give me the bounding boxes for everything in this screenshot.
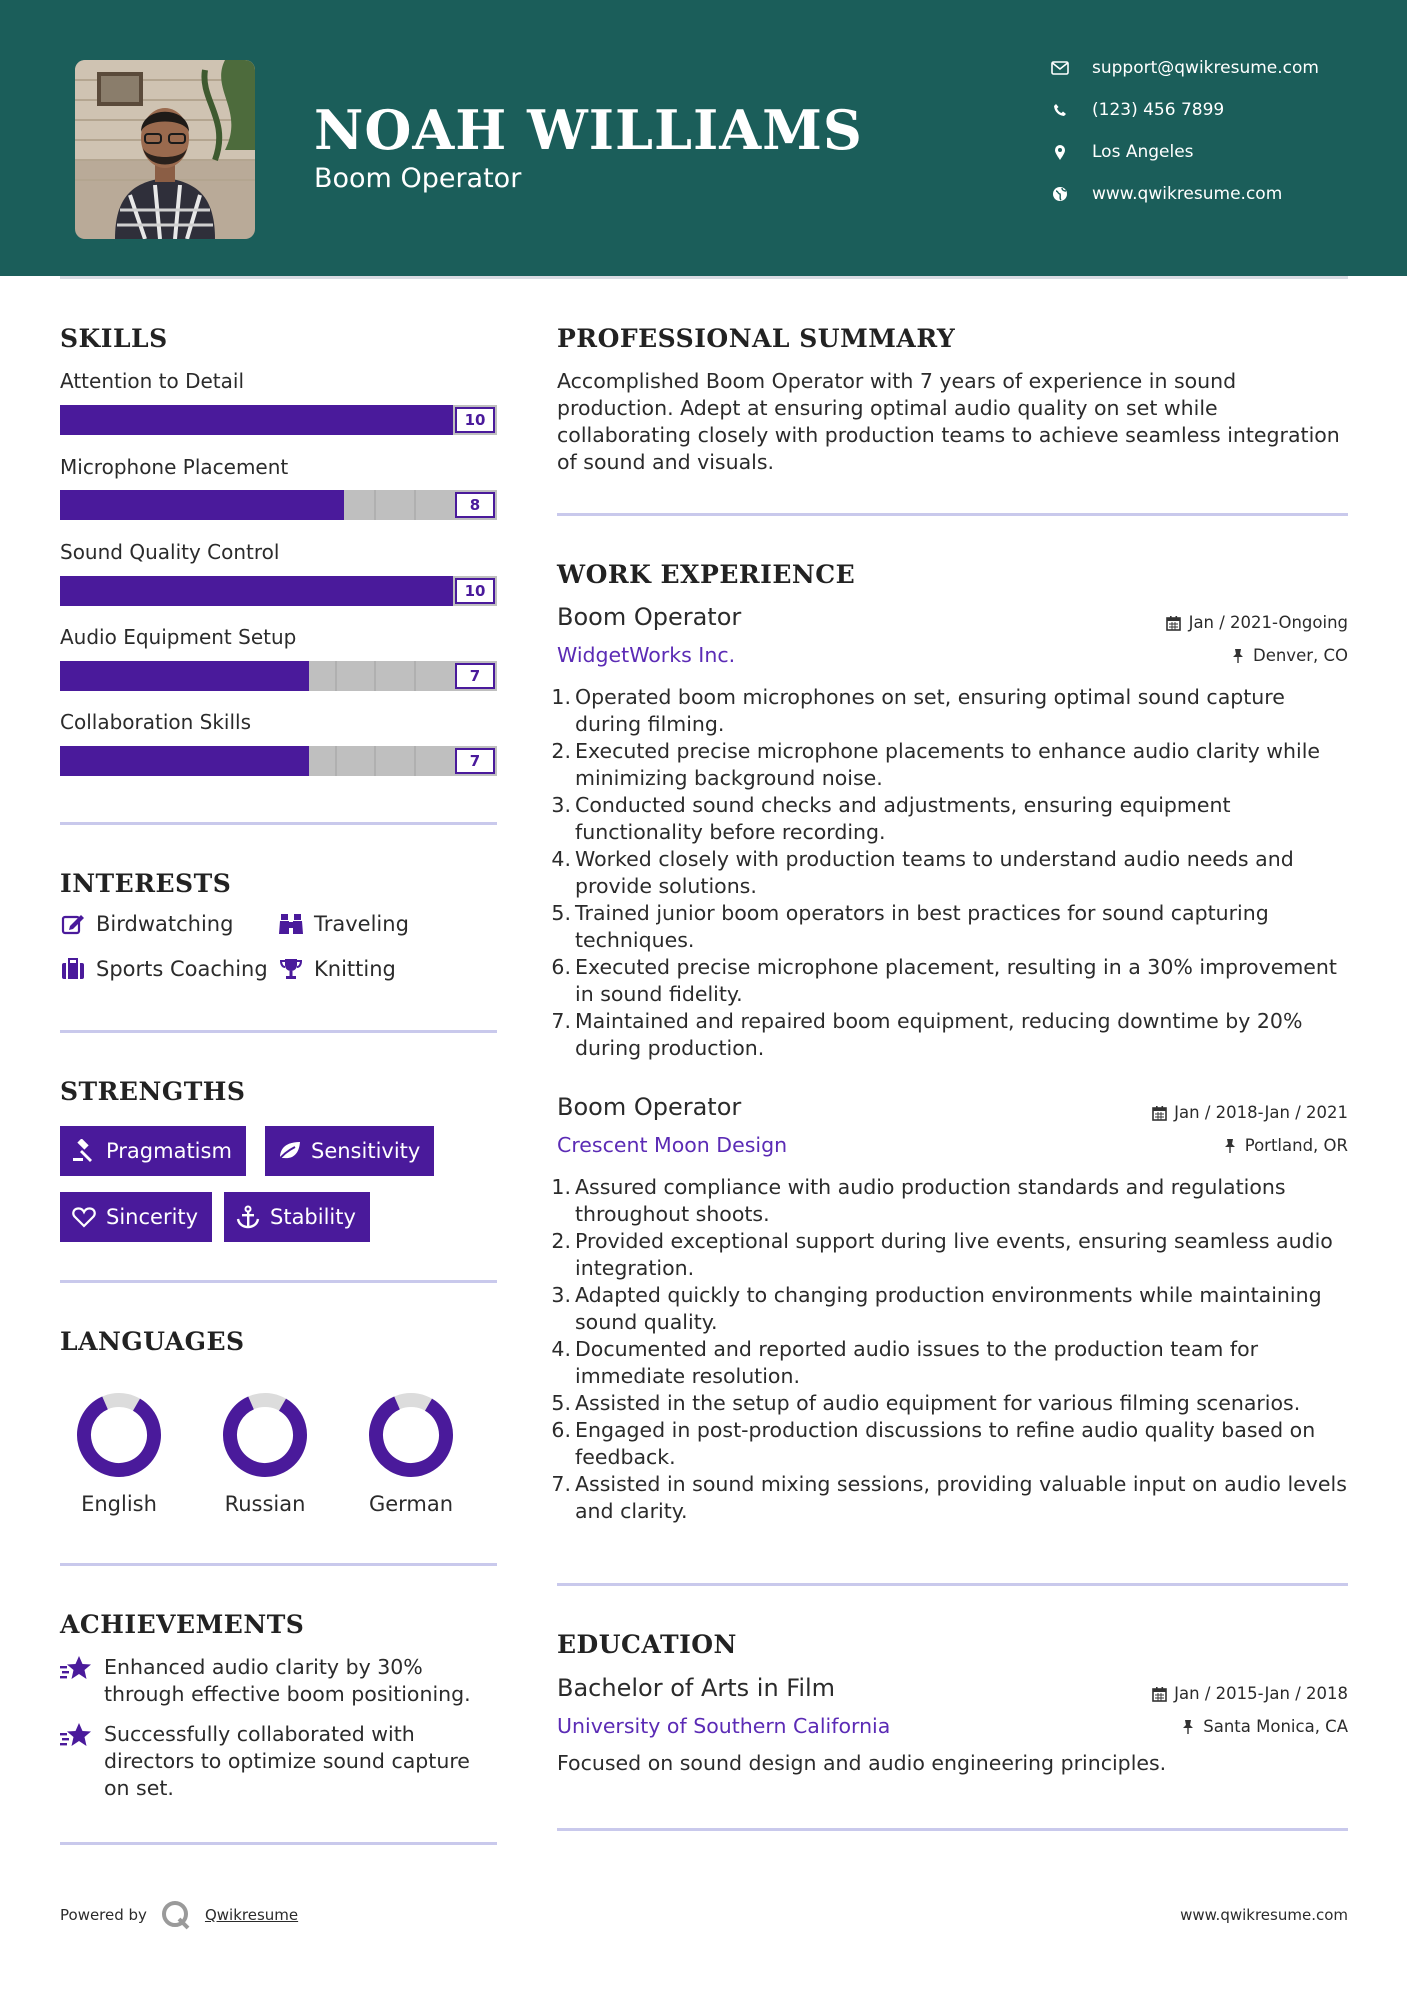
strength-tag: Pragmatism xyxy=(60,1126,246,1176)
contact-website[interactable] xyxy=(1050,184,1282,204)
contact-email[interactable] xyxy=(1050,58,1319,78)
skill-label: Sound Quality Control xyxy=(60,540,280,564)
calendar-icon xyxy=(1165,614,1183,632)
skill-bar-segment xyxy=(335,746,337,776)
skill-bar xyxy=(60,746,497,776)
section-divider xyxy=(557,1583,1348,1586)
company-name[interactable]: Crescent Moon Design xyxy=(557,1133,788,1157)
trophy-icon xyxy=(278,957,304,981)
gavel-icon xyxy=(72,1139,96,1163)
language-donut xyxy=(356,1380,466,1494)
profile-photo xyxy=(75,60,255,239)
header-divider xyxy=(60,276,1348,279)
skill-bar-segment xyxy=(414,490,416,520)
candidate-name: NOAH WILLIAMS xyxy=(314,98,863,162)
experience-heading: WORK EXPERIENCE xyxy=(557,560,856,589)
language-donut xyxy=(210,1380,320,1494)
heart-icon xyxy=(72,1205,96,1229)
duty-item: Conducted sound checks and adjustments, ensuring equipment functionality before recording. xyxy=(575,793,1231,844)
briefcase-icon xyxy=(60,957,86,981)
skill-bar xyxy=(60,661,497,691)
job-title: Boom Operator xyxy=(557,603,742,631)
map-pin-icon xyxy=(1050,142,1070,162)
interest-item: Traveling xyxy=(278,912,409,936)
globe-icon xyxy=(1050,184,1070,204)
candidate-role: Boom Operator xyxy=(314,163,522,194)
summary-text: Accomplished Boom Operator with 7 years of experience in sound production. Adept at ensuring optimal audio quality on set while collaborating closely with production teams to achieve seamless integration of sound and visuals. xyxy=(557,369,1340,474)
job-location: Portland, OR xyxy=(1221,1136,1348,1155)
strength-tag: Stability xyxy=(224,1192,370,1242)
skill-bar-segment xyxy=(374,661,376,691)
skill-bar xyxy=(60,576,497,606)
skill-bar-segment xyxy=(414,661,416,691)
contact-website-text: www.qwikresume.com xyxy=(1092,184,1283,204)
strengths-heading: STRENGTHS xyxy=(60,1077,246,1106)
language-label: German xyxy=(368,1492,454,1516)
pushpin-icon xyxy=(1179,1718,1197,1736)
pushpin-icon xyxy=(1229,647,1247,665)
interests-heading: INTERESTS xyxy=(60,869,232,898)
skill-score: 10 xyxy=(455,407,495,433)
phone-icon xyxy=(1050,100,1070,120)
contact-location xyxy=(1050,142,1194,162)
achievement-item: Successfully collaborated with directors to optimize sound capture on set. xyxy=(60,1721,500,1802)
section-divider xyxy=(60,1030,497,1033)
section-divider xyxy=(60,822,497,825)
skill-label: Collaboration Skills xyxy=(60,710,252,734)
job-duties xyxy=(557,1174,1347,1525)
skill-bar-fill xyxy=(60,490,344,520)
duty-item: Trained junior boom operators in best practices for sound capturing techniques. xyxy=(575,901,1269,952)
section-divider xyxy=(60,1280,497,1283)
qwikresume-logo-icon xyxy=(161,1900,191,1930)
duty-item: Maintained and repaired boom equipment, reducing downtime by 20% during production. xyxy=(575,1009,1303,1060)
skill-bar xyxy=(60,490,497,520)
company-name[interactable]: WidgetWorks Inc. xyxy=(557,643,736,667)
language-label: English xyxy=(81,1492,157,1516)
footer-website[interactable]: www.qwikresume.com xyxy=(1180,1906,1348,1924)
skill-bar xyxy=(60,405,497,435)
strength-tag: Sensitivity xyxy=(265,1126,434,1176)
skill-bar-fill xyxy=(60,405,453,435)
duty-item: Documented and reported audio issues to the production team for immediate resolution. xyxy=(575,1337,1259,1388)
skill-bar-fill xyxy=(60,746,309,776)
binoculars-icon xyxy=(278,912,304,936)
anchor-icon xyxy=(236,1205,260,1229)
duty-item: Executed precise microphone placement, resulting in a 30% improvement in sound fidelity. xyxy=(575,955,1337,1006)
skill-label: Microphone Placement xyxy=(60,455,289,479)
skill-bar-fill xyxy=(60,576,453,606)
education-dates: Jan / 2015-Jan / 2018 xyxy=(1150,1684,1348,1703)
job-location: Denver, CO xyxy=(1229,646,1348,665)
skill-bar-segment xyxy=(335,661,337,691)
interest-item: Birdwatching xyxy=(60,912,233,936)
duty-item: Worked closely with production teams to understand audio needs and provide solutions. xyxy=(575,847,1294,898)
skill-label: Attention to Detail xyxy=(60,369,245,393)
skill-label: Audio Equipment Setup xyxy=(60,625,297,649)
duty-item: Assured compliance with audio production standards and regulations throughout shoots. xyxy=(575,1175,1286,1226)
resume-header xyxy=(0,0,1407,276)
skill-score: 10 xyxy=(455,578,495,604)
duty-item: Adapted quickly to changing production environments while maintaining sound quality. xyxy=(575,1283,1322,1334)
language-donut xyxy=(64,1380,174,1494)
interest-item: Knitting xyxy=(278,957,396,981)
pushpin-icon xyxy=(1221,1137,1239,1155)
contact-location-text: Los Angeles xyxy=(1092,142,1194,162)
calendar-icon xyxy=(1150,1685,1168,1703)
skill-bar-segment xyxy=(374,490,376,520)
education-heading: EDUCATION xyxy=(557,1630,737,1659)
edit-icon xyxy=(60,912,86,936)
achievements-heading: ACHIEVEMENTS xyxy=(60,1610,305,1639)
footer-branding xyxy=(60,1900,298,1930)
star-icon xyxy=(60,1654,92,1684)
duty-item: Assisted in sound mixing sessions, providing valuable input on audio levels and clarity. xyxy=(575,1472,1347,1523)
summary-heading: PROFESSIONAL SUMMARY xyxy=(557,324,956,353)
achievement-item: Enhanced audio clarity by 30% through effective boom positioning. xyxy=(60,1654,500,1708)
section-divider xyxy=(557,1828,1348,1831)
section-divider xyxy=(60,1563,497,1566)
skill-score: 7 xyxy=(455,748,495,774)
strength-tag: Sincerity xyxy=(60,1192,212,1242)
skill-bar-segment xyxy=(414,746,416,776)
school-name[interactable]: University of Southern California xyxy=(557,1714,891,1738)
calendar-icon xyxy=(1150,1104,1168,1122)
duty-item: Operated boom microphones on set, ensuring optimal sound capture during filming. xyxy=(575,685,1285,736)
envelope-icon xyxy=(1050,58,1070,78)
section-divider xyxy=(60,1842,497,1845)
skill-bar-fill xyxy=(60,661,309,691)
powered-by-text: Powered by xyxy=(60,1906,147,1924)
job-duties xyxy=(557,684,1347,1062)
section-divider xyxy=(557,513,1348,516)
contact-phone-text: (123) 456 7899 xyxy=(1092,100,1225,120)
language-label: Russian xyxy=(224,1492,306,1516)
skills-heading: SKILLS xyxy=(60,324,168,353)
duty-item: Executed precise microphone placements to enhance audio clarity while minimizing background noise. xyxy=(575,739,1321,790)
skill-bar-segment xyxy=(374,746,376,776)
skill-score: 8 xyxy=(455,492,495,518)
job-dates: Jan / 2018-Jan / 2021 xyxy=(1150,1103,1348,1122)
qwikresume-link[interactable]: Qwikresume xyxy=(204,1906,299,1924)
duty-item: Assisted in the setup of audio equipment for various filming scenarios. xyxy=(575,1391,1301,1415)
duty-item: Provided exceptional support during live events, ensuring seamless audio integration. xyxy=(575,1229,1333,1280)
degree-title: Bachelor of Arts in Film xyxy=(557,1674,836,1702)
languages-heading: LANGUAGES xyxy=(60,1327,245,1356)
contact-phone[interactable] xyxy=(1050,100,1224,120)
job-title: Boom Operator xyxy=(557,1093,742,1121)
star-icon xyxy=(60,1721,92,1751)
job-dates: Jan / 2021-Ongoing xyxy=(1165,613,1348,632)
education-description: Focused on sound design and audio engineering principles. xyxy=(557,1751,1167,1775)
skill-score: 7 xyxy=(455,663,495,689)
interest-item: Sports Coaching xyxy=(60,957,268,981)
leaf-icon xyxy=(277,1139,301,1163)
duty-item: Engaged in post-production discussions to refine audio quality based on feedback. xyxy=(575,1418,1316,1469)
education-location: Santa Monica, CA xyxy=(1179,1717,1348,1736)
contact-email-text: support@qwikresume.com xyxy=(1092,58,1319,78)
